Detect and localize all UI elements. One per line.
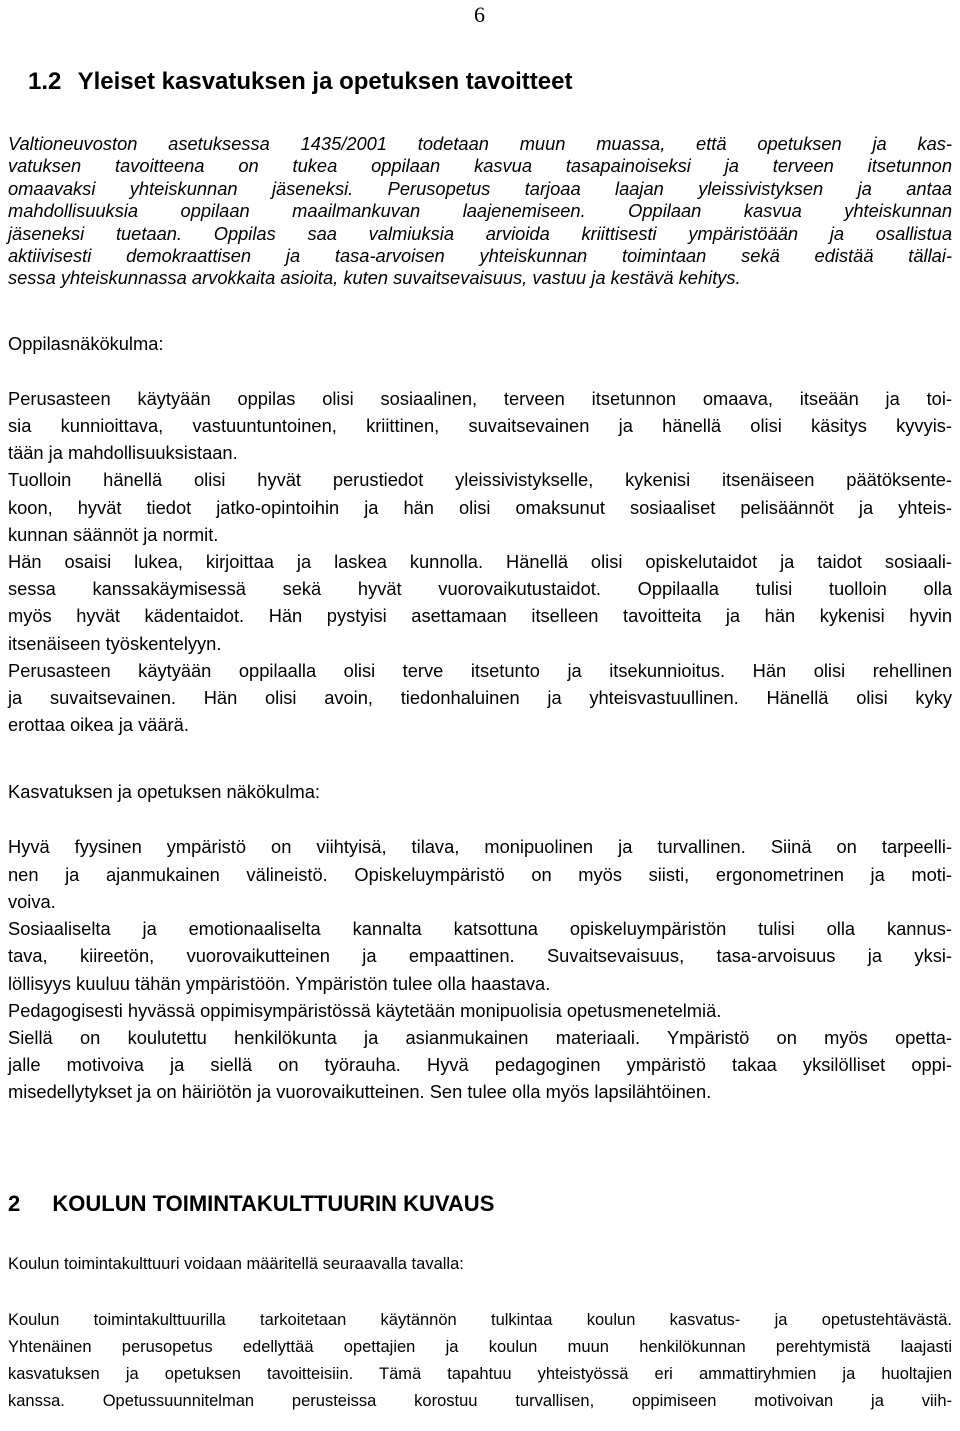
quote-line: jäseneksi tuetaan. Oppilas saa valmiuksia arvioida kriittisesti ympäristöään ja osallistua [8,222,952,244]
text-line: kunnan säännöt ja normit. [8,523,219,545]
quote-line: vatuksen tavoitteena on tukea oppilaan kasvua tasapainoiseksi ja terveen itsetunnon [8,155,952,177]
text-line: jalle motivoiva ja siellä on työrauha. Hyvä pedagoginen ympäristö takaa yksilölliset oppi- [8,1054,952,1076]
student-perspective-text [8,385,952,739]
text-line: itsenäiseen työskentelyyn. [8,632,222,654]
text-line: ja suvaitsevainen. Hän olisi avoin, tiedonhaluinen ja yhteisvastuullinen. Hänellä olisi kyky [8,687,952,709]
section-title: KOULUN TOIMINTAKULTTUURIN KUVAUS [52,1190,495,1216]
student-perspective-heading: Oppilasnäkökulma: [8,332,164,354]
education-perspective-text [8,833,952,1105]
education-perspective-heading: Kasvatuksen ja opetuksen näkökulma: [8,781,320,803]
text-line: nen ja ajanmukainen välineistö. Opiskeluympäristö on myös siisti, ergonometrinen ja moti- [8,863,952,885]
text-line: Hän osaisi lukea, kirjoittaa ja laskea kunnolla. Hänellä olisi opiskelutaidot ja taidot sosiaali- [8,551,952,573]
section-title: Yleiset kasvatuksen ja opetuksen tavoitteet [77,68,573,95]
section-heading-1-2 [28,66,952,98]
text-line: Perusasteen käytyään oppilaalla olisi terve itsetunto ja itsekunnioitus. Hän olisi rehellinen [8,659,952,681]
regulation-quote [8,133,952,290]
text-line: löllisyys kuuluu tähän ympäristöön. Ympäristön tulee olla haastava. [8,972,551,994]
text-line: tään ja mahdollisuuksistaan. [8,442,238,464]
section-number: 1.2 [28,68,62,95]
document-body [8,66,952,1416]
text-line: tava, kiireetön, vuorovaikutteinen ja empaattinen. Suvaitsevaisuus, tasa-arvoisuus ja yksi- [8,945,952,967]
text-line: Hyvä fyysinen ympäristö on viihtyisä, tilava, monipuolinen ja turvallinen. Siinä on tarpeelli- [8,836,952,858]
quote-line: Valtioneuvoston asetuksessa 1435/2001 todetaan muun muassa, että opetuksen ja kas- [8,133,952,154]
page-number: 6 [474,2,485,27]
text-line: myös hyvät kädentaidot. Hän pystyisi asettamaan itselleen tavoitteita ja hän kykenisi hyvin [8,605,952,627]
culture-description-text [8,1307,952,1416]
text-line: Koulun toimintakulttuurilla tarkoitetaan käytännön tulkintaa koulun kasvatus- ja opetustehtävästä. [8,1310,952,1329]
text-line: sia kunnioittava, vastuuntuntoinen, kriittinen, suvaitsevainen ja hänellä olisi käsitys kyvyis- [8,415,952,437]
text-line: misedellytykset ja on häiriötön ja vuorovaikutteinen. Sen tulee olla myös lapsilähtöinen. [8,1081,712,1103]
text-line: Yhtenäinen perusopetus edellyttää opettajien ja koulun muun henkilökunnan perehtymistä laajasti [8,1337,952,1356]
quote-line: sessa yhteiskunnassa arvokkaita asioita, kuten suvaitsevaisuus, vastuu ja kestävä kehitys. [8,267,741,289]
section-heading-2 [8,1190,952,1218]
text-line: kanssa. Opetussuunnitelman perusteissa korostuu turvallisen, oppimiseen motivoivan ja viih- [8,1392,952,1411]
quote-line: mahdollisuuksia oppilaan maailmankuvan laajenemiseen. Oppilaan kasvua yhteiskunnan [8,200,952,222]
text-line: Pedagogisesti hyvässä oppimisympäristössä käytetään monipuolisia opetusmenetelmiä. [8,999,722,1021]
text-line: erottaa oikea ja väärä. [8,714,189,736]
text-line: Perusasteen käytyään oppilas olisi sosiaalinen, terveen itsetunnon omaava, itseään ja toi- [8,387,952,409]
text-line: sessa kanssakäymisessä sekä hyvät vuorovaikutustaidot. Oppilaalla tulisi tuolloin olla [8,578,952,600]
text-line: voiva. [8,890,56,912]
section-intro: Koulun toimintakulttuuri voidaan määritellä seuraavalla tavalla: [8,1254,464,1273]
text-line: Sosiaaliselta ja emotionaaliselta kannalta katsottuna opiskeluympäristön tulisi olla kannus- [8,918,952,940]
text-line: koon, hyvät tiedot jatko-opintoihin ja hän olisi omaksunut sosiaaliset pelisäännöt ja yhteis- [8,496,952,518]
text-line: kasvatuksen ja opetuksen tavoitteisiin. Tämä tapahtuu yhteistyössä eri ammattiryhmien ja huoltajien [8,1365,952,1384]
quote-line: omaavaksi yhteiskunnan jäseneksi. Perusopetus tarjoaa laajan yleissivistyksen ja antaa [8,177,952,199]
section-number: 2 [8,1190,21,1216]
text-line: Siellä on koulutettu henkilökunta ja asianmukainen materiaali. Ympäristö on myös opetta- [8,1026,952,1048]
text-line: Tuolloin hänellä olisi hyvät perustiedot yleissivistykselle, kykenisi itsenäiseen päätöksente- [8,469,952,491]
quote-line: aktiivisesti demokraattisen ja tasa-arvoisen yhteiskunnan toimintaan sekä edistää tällai- [8,245,952,267]
